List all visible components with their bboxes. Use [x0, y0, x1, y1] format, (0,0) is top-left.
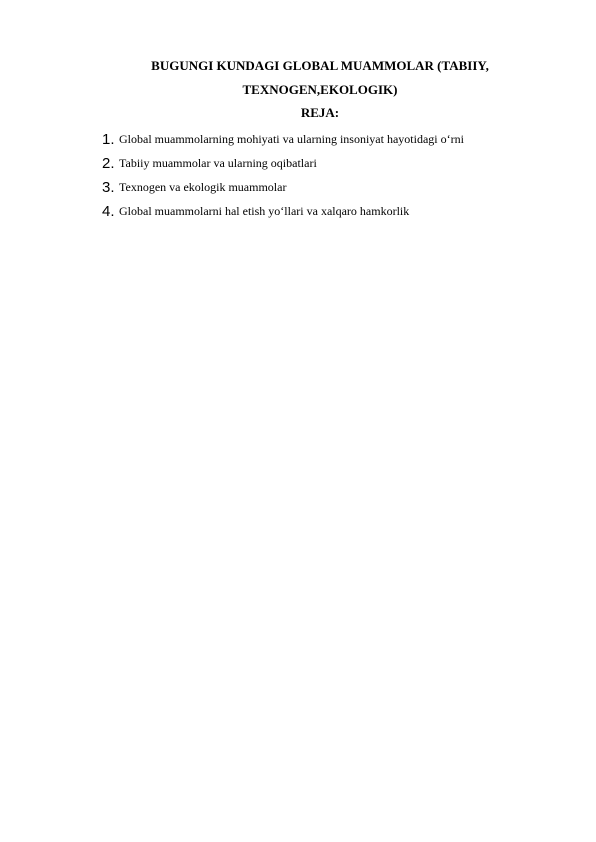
plan-list [102, 127, 464, 223]
plan-item-text: Global muammolarni hal etish yo‘llari va xalqaro hamkorlik [119, 203, 410, 218]
document-title-line-2: TEXNOGEN,EKOLOGIK) [242, 82, 398, 97]
plan-heading: REJA: [300, 105, 340, 120]
plan-item-number: 4. [102, 202, 115, 220]
plan-item-3 [102, 175, 464, 199]
plan-item-number: 2. [102, 154, 115, 172]
plan-item-number: 3. [102, 178, 115, 196]
plan-item-4 [102, 199, 464, 223]
plan-item-1 [102, 127, 464, 151]
document-title-line-1: BUGUNGI KUNDAGI GLOBAL MUAMMOLAR (TABIIY, [151, 58, 489, 73]
plan-item-2 [102, 151, 464, 175]
plan-item-text: Tabiiy muammolar va ularning oqibatlari [119, 155, 317, 170]
plan-item-number: 1. [102, 130, 115, 148]
plan-item-text: Texnogen va ekologik muammolar [119, 179, 287, 194]
plan-item-text: Global muammolarning mohiyati va ularning insoniyat hayotidagi o‘rni [119, 131, 464, 146]
